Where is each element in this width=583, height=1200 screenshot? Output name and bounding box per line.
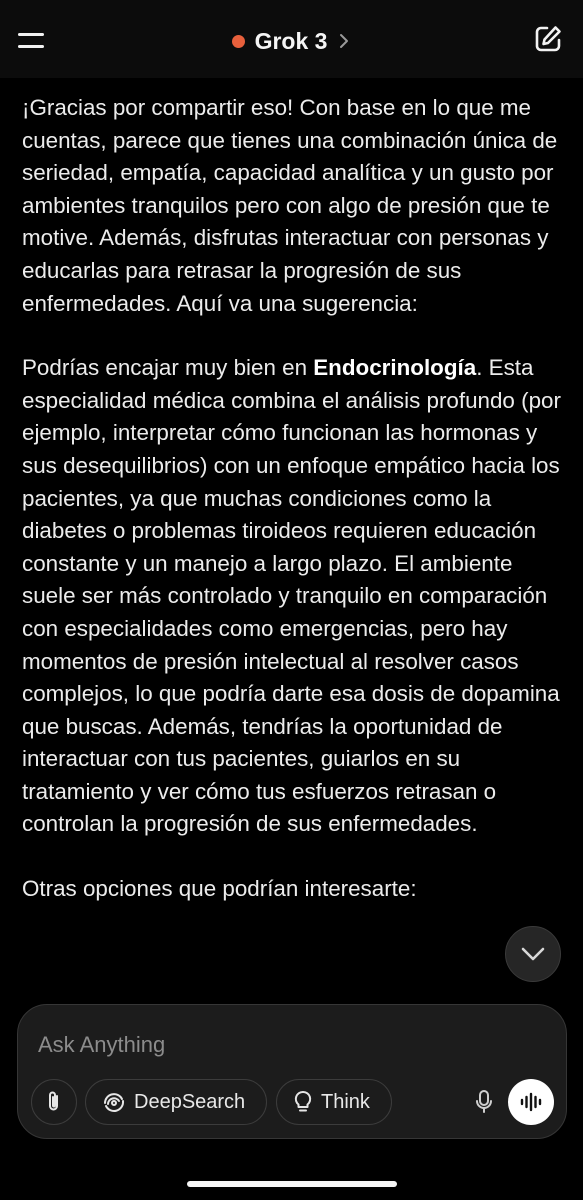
- think-button[interactable]: [276, 1079, 392, 1125]
- model-name: Grok 3: [254, 27, 328, 54]
- audio-waveform-icon: [519, 1092, 543, 1112]
- new-chat-edit-icon[interactable]: [533, 24, 563, 54]
- model-status-dot: [232, 35, 245, 48]
- message-composer: [17, 1004, 567, 1139]
- microphone-icon: [475, 1089, 493, 1115]
- scroll-to-bottom-button[interactable]: [505, 926, 561, 982]
- lightbulb-icon: [293, 1090, 313, 1114]
- message-text: . Esta especialidad médica combina el análisis profundo (por ejemplo, interpretar cómo funcionan las hormonas y sus desequilibrios) con un enfoque empático hacia los pacientes, ya que muchas condiciones como la diabetes o problemas tiroideos requieren educación constante y un manejo a largo plazo. El ambiente suele ser más controlado y tranquilo en comparación con especialidades como emergencias, pero hay momentos de presión intelectual al resolver casos complejos, lo que podría darte esa dosis de dopamina que buscas. Además, tendrías la oportunidad de interactuar con tus pacientes, guiarlos en su tratamiento y ver cómo tus esfuerzos retrasan o controlan la progresión de sus enfermedades.: [22, 355, 561, 837]
- attach-button[interactable]: [31, 1079, 77, 1125]
- assistant-message: [22, 92, 567, 938]
- message-paragraph: Otras opciones que podrían interesarte:: [22, 876, 417, 902]
- voice-mode-button[interactable]: [508, 1079, 554, 1125]
- deepsearch-button[interactable]: [85, 1079, 267, 1125]
- deepsearch-label: DeepSearch: [134, 1090, 246, 1113]
- model-selector[interactable]: [222, 24, 362, 58]
- prompt-input[interactable]: [38, 1025, 478, 1065]
- home-indicator: [187, 1181, 397, 1187]
- chevron-down-icon: [520, 946, 546, 962]
- chevron-right-icon: [337, 32, 351, 50]
- message-text: Podrías encajar muy bien en: [22, 355, 314, 381]
- highlighted-specialty: Endocrinología: [313, 355, 477, 381]
- microphone-button[interactable]: [462, 1079, 506, 1125]
- top-bar: [0, 0, 583, 78]
- deepsearch-swirl-icon: [102, 1090, 126, 1114]
- message-paragraph: [22, 352, 567, 841]
- paperclip-icon: [45, 1090, 63, 1114]
- hamburger-menu-icon[interactable]: [14, 22, 52, 58]
- think-label: Think: [321, 1090, 370, 1113]
- message-paragraph: ¡Gracias por compartir eso! Con base en lo que me cuentas, parece que tienes una combinación única de seriedad, empatía, capacidad analítica y un gusto por ambientes tranquilos pero con algo de presión que te motive. Además, disfrutas interactuar con personas y educarlas para retrasar la progresión de sus enfermedades. Aquí va una sugerencia:: [22, 95, 558, 316]
